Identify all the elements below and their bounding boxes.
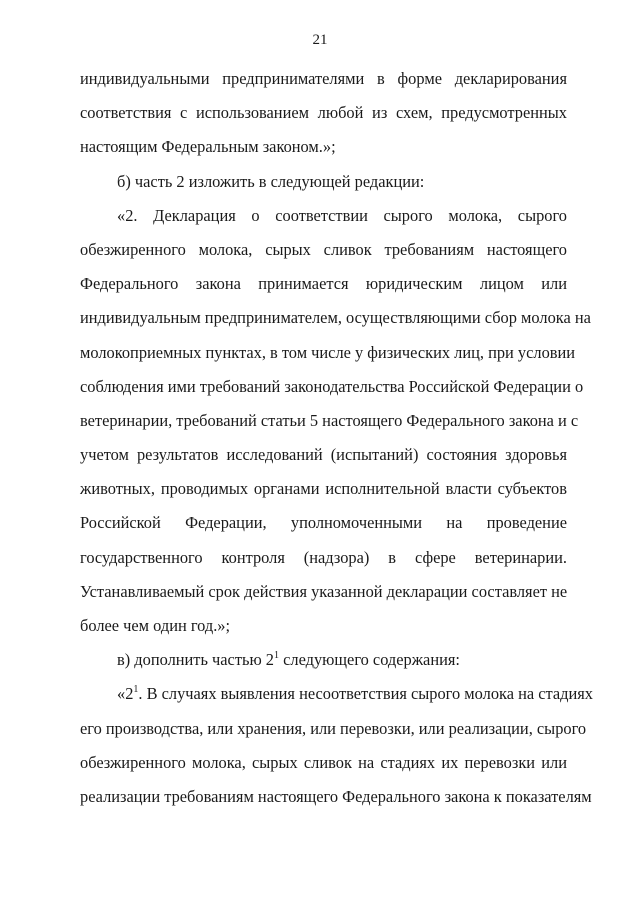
text-line: Устанавливаемый срок действия указанной декларации составляет не — [80, 581, 568, 601]
text-fragment: в) дополнить частью 2 — [117, 650, 275, 670]
text-line: индивидуальными предпринимателями в форме декларирования — [80, 69, 567, 88]
text-line: учетом результатов исследований (испытаний) состояния здоровья — [80, 445, 567, 465]
text-line: государственного контроля (надзора) в сфере ветеринарии. — [80, 547, 567, 567]
superscript: 1 — [133, 684, 139, 696]
text-line: более чем один год.»; — [80, 616, 231, 635]
text-line: Российской Федерации, уполномоченными на проведение — [80, 513, 567, 533]
text-line: индивидуальным предпринимателем, осуществляющими сбор молока на — [80, 308, 591, 328]
text-fragment: «2 — [117, 684, 134, 704]
text-line: обезжиренного молока, сырых сливок на стадиях их перевозки или — [80, 752, 567, 772]
text-line: «2. Декларация о соответствии сырого молока, сырого — [117, 205, 567, 225]
text-line: обезжиренного молока, сырых сливок требованиям настоящего — [80, 239, 567, 259]
text-line: животных, проводимых органами исполнительной власти субъектов — [80, 479, 567, 499]
text-line — [80, 650, 567, 684]
text-line: соблюдения ими требований законодательства Российской Федерации о — [80, 376, 584, 396]
text-line: реализации требованиям настоящего Федерального закона к показателям — [80, 786, 592, 806]
superscript: 1 — [274, 650, 280, 662]
text-line: соответствия с использованием любой из схем, предусмотренных — [80, 103, 567, 123]
text-line: Федерального закона принимается юридическим лицом или — [80, 274, 567, 294]
text-line: б) часть 2 изложить в следующей редакции: — [117, 171, 425, 191]
text-line: его производства, или хранения, или перевозки, или реализации, сырого — [80, 718, 587, 738]
text-fragment: следующего содержания: — [283, 650, 460, 670]
text-line: ветеринарии, требований статьи 5 настоящего Федерального закона и с — [80, 410, 579, 430]
text-line: молокоприемных пунктах, в том числе у физических лиц, при условии — [80, 342, 576, 362]
text-line — [80, 684, 593, 718]
document-body — [80, 69, 593, 821]
page-number: 21 — [312, 32, 328, 48]
text-fragment: . В случаях выявления несоответствия сырого молока на стадиях — [138, 684, 593, 704]
text-line: настоящим Федеральным законом.»; — [80, 137, 336, 157]
